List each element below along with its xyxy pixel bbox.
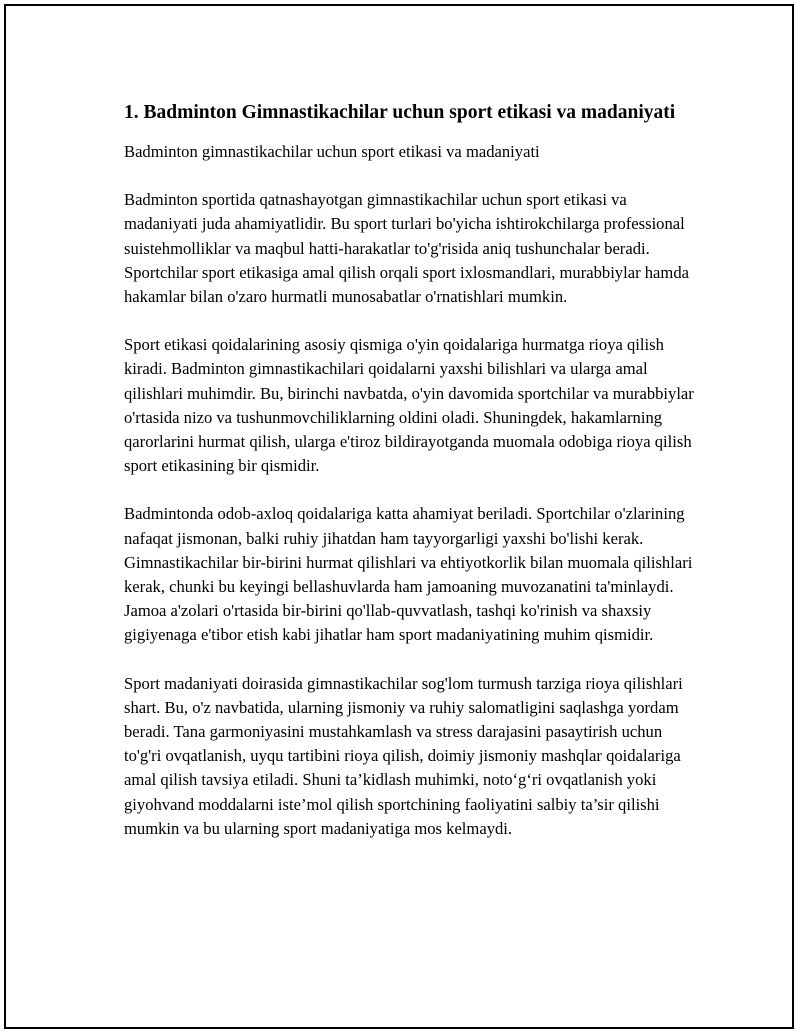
paragraph-4: Sport madaniyati doirasida gimnastikachilar sog'lom turmush tarziga rioya qilishlari shart. Bu, o'z navbatida, ularning jismoniy va ruhiy salomatligini saqlashga yordam beradi. Tana garmoniyasini mustahkamlash va stress darajasini pasaytirish uchun to'g'ri ovqatlanish, uyqu tartibini rioya qilish, doimiy jismoniy mashqlar qoidalariga amal qilish tavsiya etiladi. Shuni ta’kidlash muhimki, noto‘g‘ri ovqatlanish yoki giyohvand moddalarni iste’mol qilish sportchining faoliyatini salbiy ta’sir qilishi mumkin va bu ularning sport madaniyatiga mos kelmaydi. — [124, 673, 683, 838]
page-frame — [4, 4, 794, 1029]
document-title: 1. Badminton Gimnastikachilar uchun sport etikasi va madaniyati — [124, 102, 676, 123]
paragraph-2: Sport etikasi qoidalarining asosiy qismiga o'yin qoidalariga hurmatga rioya qilish kiradi. Badminton gimnastikachilari qoidalarni yaxshi bilishlari va ularga amal qilishlari muhimdir. Bu, birinchi navbatda, o'yin davomida sportchilar va murabbiylar o'rtasida nizo va tushunmovchiliklarning oldini oladi. Shuningdek, hakamlarning qarorlarini hurmat qilish, ularga e'tiroz bildirayotganda muomala odobiga rioya qilish sport etikasining bir qismidir. — [124, 335, 694, 476]
document-body — [124, 100, 694, 865]
paragraph-1: Badminton sportida qatnashayotgan gimnastikachilar uchun sport etikasi va madaniyati juda ahamiyatlidir. Bu sport turlari bo'yicha ishtirokchilarga professional suistehmolliklar va maqbul hatti-harakatlar to'g'risida aniq tushunchalar beradi. Sportchilar sport etikasiga amal qilish orqali sport ixlosmandlari, murabbiylar hamda hakamlar bilan o'zaro hurmatli munosabatlar o'rnatishlari mumkin. — [124, 190, 689, 307]
paragraph-3: Badmintonda odob-axloq qoidalariga katta ahamiyat beriladi. Sportchilar o'zlarining nafaqat jismonan, balki ruhiy jihatdan ham tayyorgarligi yaxshi bo'lishi kerak. Gimnastikachilar bir-birini hurmat qilishlari va ehtiyotkorlik bilan muomala qilishlari kerak, chunki bu keyingi bellashuvlarda ham jamoaning muvozanatini ta'minlaydi. Jamoa a'zolari o'rtasida bir-birini qo'llab-quvvatlash, tashqi ko'rinish va shaxsiy gigiyenaga e'tibor etish kabi jihatlar ham sport madaniyatining muhim qismidir. — [124, 504, 693, 645]
document-subtitle: Badminton gimnastikachilar uchun sport etikasi va madaniyati — [124, 142, 540, 161]
